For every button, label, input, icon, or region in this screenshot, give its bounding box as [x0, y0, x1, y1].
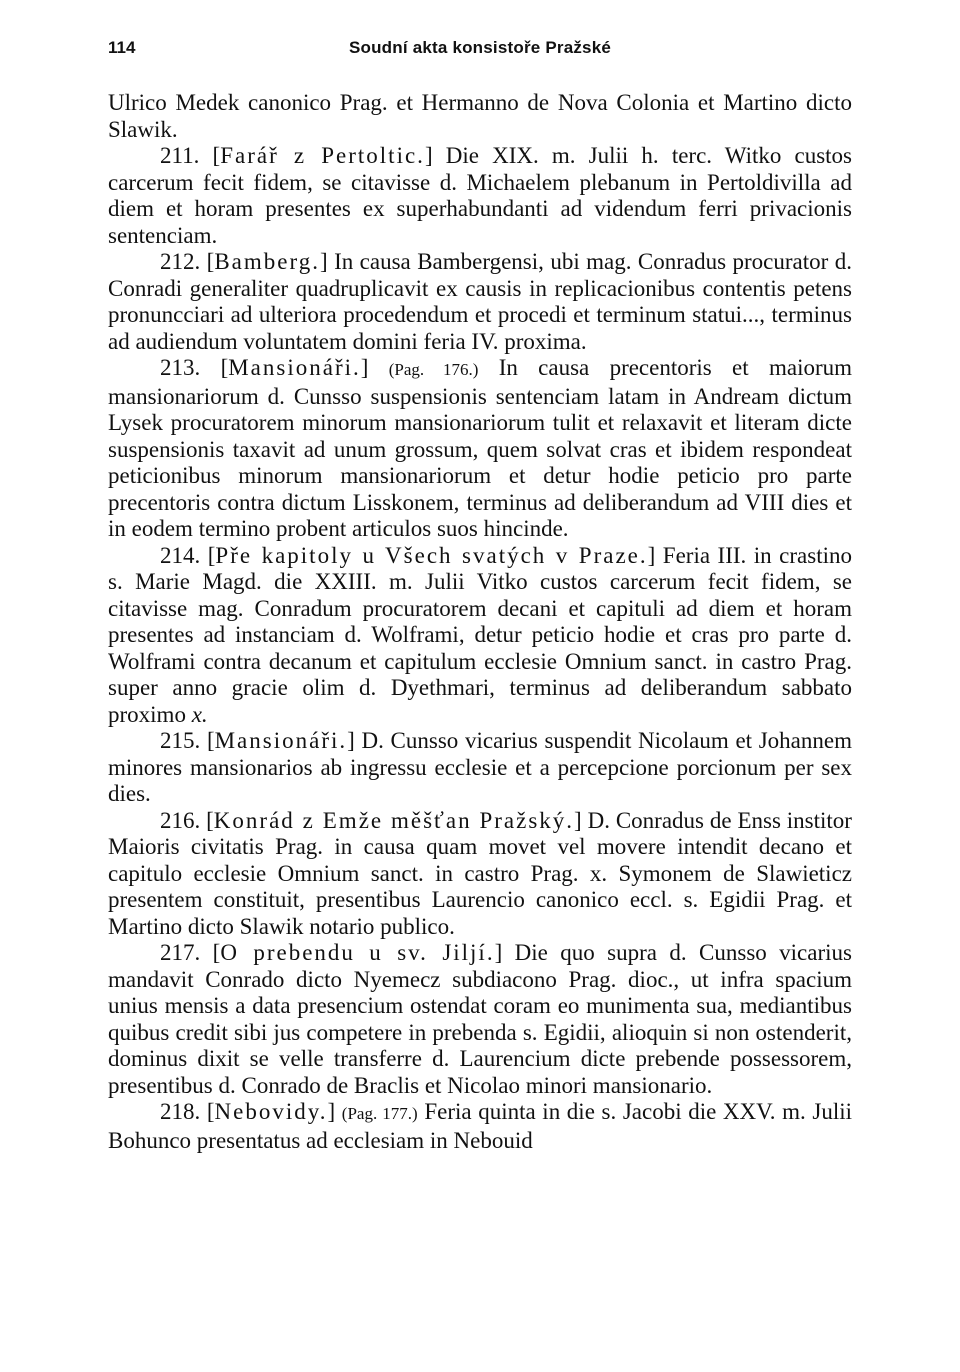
entry-217: 217. [O prebendu u sv. Jiljí.] Die quo supra d. Cunsso vicarius mandavit Conrado dicto Nyemecz subdiacono Prag. dioc., ut infra spacium unius mensis a data presencium ostendat coram eo munimenta sua, mediantibus quibus credit sibi jus competere in prebenda s. Egidii, alioquin si non ostenderit, dominus dixit se velle transferre d. Laurencium dicte prebende possessorem, presentibus d. Conrado de Braclis et Nicolao minori mansionario. [108, 940, 852, 1098]
entry-number: 216. [160, 807, 201, 833]
entry-number: 212. [160, 249, 201, 274]
entry-number: 211. [160, 143, 200, 168]
entry-214: 214. [Pře kapitoly u Všech svatých v Praze.] Feria III. in crastino s. Marie Magd. die XXIII. m. Julii Vitko custos carcerum fecit fidem, se citavisse mag. Conradum procuratorem decani et capituli ad diem et horam presentes ad instanciam d. Wolframi, detur peticio hodie et cras pro parte d. Wolframi contra decanum et capitulum ecclesie Omnium sanct. in castro Prag. super anno gracie olim d. Dyethmari, terminus ad deliberandum sabbato proximo x. [108, 542, 852, 727]
entry-text: Die XIX. m. Julii h. terc. Witko custos carcerum fecit fidem, se citavisse d. Michaelem plebanum in Pertoldivilla ad diem et horam presentes ex superhabundanti ad videndum ferri privacionis sentenciam. [108, 143, 852, 248]
entry-212: 212. [Bamberg.] In causa Bambergensi, ubi mag. Conradus procurator d. Conradi generaliter quadruplicavit ex causis in replicacionibus contentis petens pronuncciari ad ulteriora procedendum et procedi et terminum statui..., terminus ad audiendum voluntatem domini feria IV. proxima. [108, 249, 852, 354]
entry-218: 218. [Nebovidy.] (Pag. 177.) Feria quinta in die s. Jacobi die XXV. m. Julii Bohunco presentatus ad ecclesiam in Nebouid [108, 1099, 853, 1153]
entry-heading: Farář z Pertoltic. [220, 143, 425, 168]
entry-text: D. Cunsso vicarius suspendit Nicolaum et Johannem minores mansionarios ab ingressu ecclesie et a percepcione porcionum per sex dies. [108, 728, 852, 806]
entry-text: D. Conradus de Enss institor Maioris civitatis Prag. in causa quam movet vel movere intendit decano et capitulo ecclesie Omnium sanct. in castro Prag. x. Symonem de Slawieticz presentem constituit, presentibus Laurencio canonico eccl. s. Egidii Prag. et Martino dicto Slawik notario publico. [108, 807, 852, 939]
entry-216: 216. [Konrád z Emže měšťan Pražský.] D. Conradus de Enss institor Maioris civitatis Prag. in causa quam movet vel movere intendit decano et capitulo ecclesie Omnium sanct. in castro Prag. x. Symonem de Slawieticz presentem constituit, presentibus Laurencio canonico eccl. s. Egidii Prag. et Martino dicto Slawik notario publico. [108, 807, 852, 939]
page-reference: (Pag. 176.) [388, 360, 479, 379]
entry-213: 213. [Mansionáři.] (Pag. 176.) In causa precentoris et maiorum mansionariorum d. Cunsso suspensionis sentenciam latam in Andream dictum Lysek procuratorem minorum mansionariorum tulit et relaxavit et literam dicte suspensionis taxavit ad unum grossum, quem solvat cras et ibidem respondeat peticionibus minorum mansionariorum et detur hodie peticio pro parte precentoris contra dictum Lisskonem, terminus ad deliberandum ad VIII dies et in eodem termino probent articulos suos hincinde. [108, 355, 853, 541]
page-reference: (Pag. 177.) [341, 1104, 418, 1123]
entry-heading: Konrád z Emže měšťan Pražský. [213, 807, 575, 833]
entry-heading: Mansionáři. [228, 355, 361, 380]
entry-suffix: x. [191, 701, 208, 727]
entry-number: 213. [160, 355, 201, 380]
entry-heading: Pře kapitoly u Všech svatých v Praze. [215, 542, 648, 568]
entry-211: 211. [Farář z Pertoltic.] Die XIX. m. Julii h. terc. Witko custos carcerum fecit fidem, se citavisse d. Michaelem plebanum in Pertoldivilla ad diem et horam presentes ex superhabundanti ad videndum ferri privacionis sentenciam. [108, 143, 852, 248]
entry-heading: Mansionáři. [214, 728, 348, 753]
entry-215: 215. [Mansionáři.] D. Cunsso vicarius suspendit Nicolaum et Johannem minores mansionarios ab ingressu ecclesie et a percepcione porcionum per sex dies. [108, 728, 852, 806]
entry-text: Feria quinta in die s. Jacobi die XXV. m. Julii Bohunco presentatus ad ecclesiam in Nebouid [108, 1099, 853, 1153]
running-head [108, 38, 852, 68]
entry-text: In causa Bambergensi, ubi mag. Conradus procurator d. Conradi generaliter quadruplicavit ex causis in replicacionibus contentis petens pronuncciari ad ulteriora procedendum et procedi et terminum statui..., terminus ad audiendum voluntatem domini feria IV. proxima. [108, 249, 852, 354]
intro-paragraph [108, 90, 852, 143]
entry-text: Die quo supra d. Cunsso vicarius mandavit Conrado dicto Nyemecz subdiacono Prag. dioc., ut infra spacium unius mensis a data presencium ostendat coram eo munimenta sua, mediantibus quibus credit sibi jus competere in prebenda s. Egidii, alioquin si non ostenderit, dominus dixit se velle transferre d. Laurencium dicte prebende possessorem, presentibus d. Conrado de Braclis et Nicolao minori mansionario. [108, 940, 852, 1098]
page-number: 114 [108, 38, 136, 57]
entry-heading: Nebovidy. [214, 1099, 328, 1124]
entry-number: 215. [160, 728, 201, 753]
entry-heading: O prebendu u sv. Jiljí. [220, 940, 495, 965]
entry-number: 218. [160, 1099, 201, 1124]
entry-number: 217. [160, 940, 201, 965]
running-title: Soudní akta konsistoře Pražské [348, 38, 612, 57]
entry-text: Feria III. in crastino s. Marie Magd. die XXIII. m. Julii Vitko custos carcerum fecit fidem, se citavisse mag. Conradum procuratorem decani et capituli ad diem et horam presentes ad instanciam d. Wolframi, detur peticio hodie et cras pro parte d. Wolframi contra decanum et capitulum ecclesie Omnium sanct. in castro Prag. super anno gracie olim d. Dyethmari, terminus ad deliberandum sabbato proximo [108, 542, 852, 727]
entry-number: 214. [160, 542, 201, 568]
intro-text: Ulrico Medek canonico Prag. et Hermanno de Nova Colonia et Martino dicto Slawik. [108, 90, 852, 142]
body-text [108, 90, 852, 1154]
entry-text: In causa precentoris et maiorum mansionariorum d. Cunsso suspensionis sentenciam latam in Andream dictum Lysek procuratorem minorum mansionariorum tulit et relaxavit et literam dicte suspensionis taxavit ad unum grossum, quem solvat cras et ibidem respondeat peticionibus minorum mansionariorum et detur hodie peticio pro parte precentoris contra dictum Lisskonem, terminus ad deliberandum ad VIII dies et in eodem termino probent articulos suos hincinde. [108, 355, 853, 541]
entry-heading: Bamberg. [214, 249, 320, 274]
